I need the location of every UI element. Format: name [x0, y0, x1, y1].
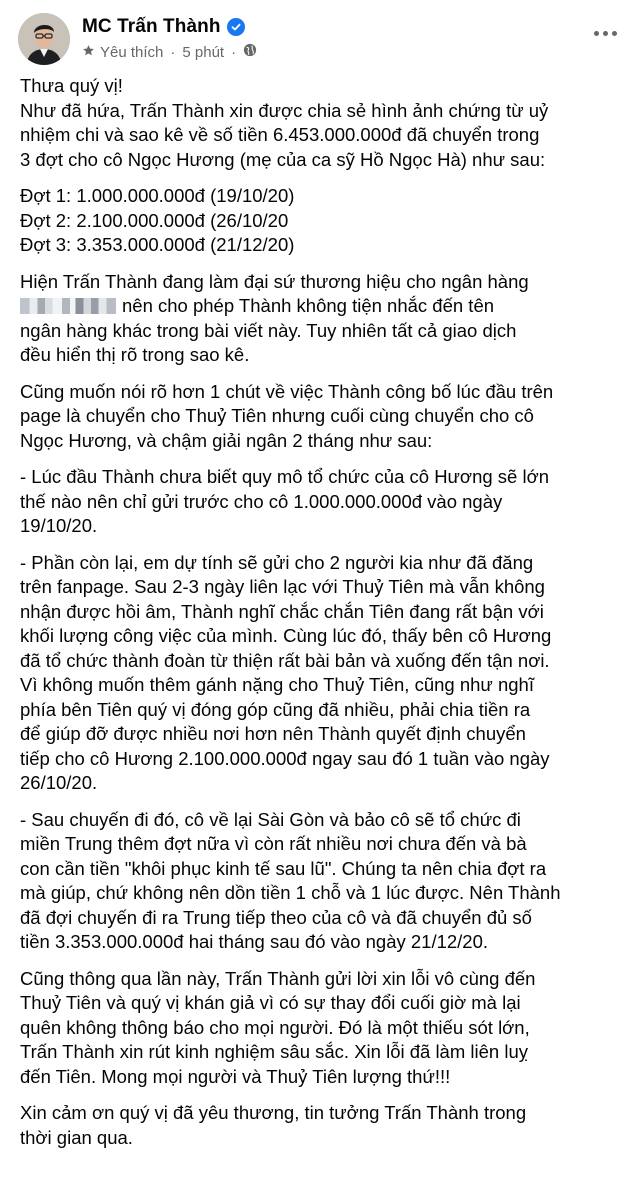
globe-icon[interactable]: [243, 43, 257, 61]
text-line: Hiện Trấn Thành đang làm đại sứ thương hiệu cho ngân hàng: [20, 270, 529, 292]
paragraph-intro: [20, 74, 632, 172]
text-line: [20, 294, 632, 319]
text-line: thời gian qua.: [20, 1126, 133, 1148]
text-line: Vì không muốn thêm gánh nặng cho Thuỷ Tiên, cũng như nghĩ: [20, 674, 534, 695]
text-line: nhiệm chi và sao kê về số tiền 6.453.000.000đ đã chuyển trong: [20, 124, 540, 145]
text-line: Đợt 3: 3.353.000.000đ (21/12/20): [20, 234, 295, 255]
text-line: Cũng thông qua lần này, Trấn Thành gửi lời xin lỗi vô cùng đến: [20, 967, 536, 989]
post-meta: [82, 43, 257, 61]
text-line: khối lượng công việc của mình. Cùng lúc đó, thấy bên cô Hương: [20, 625, 552, 646]
text-line: Đợt 1: 1.000.000.000đ (19/10/20): [20, 185, 295, 206]
text-line: trên fanpage. Sau 2-3 ngày liên lạc với Thuỷ Tiên mà vẫn không: [20, 576, 545, 597]
text-line: để giúp đỡ được nhiều nơi hơn nên Thành quyết định chuyển: [20, 723, 526, 744]
text-line: đến Tiên. Mong mọi người và Thuỷ Tiên lượng thứ!!!: [20, 1065, 451, 1087]
text-line: - Lúc đầu Thành chưa biết quy mô tổ chức của cô Hương sẽ lớn: [20, 466, 549, 487]
paragraph-apology: [20, 967, 632, 1090]
paragraph-clarify: [20, 380, 632, 454]
post-time[interactable]: 5 phút: [182, 43, 225, 61]
paragraph-first: [20, 465, 632, 539]
text-line: Cũng muốn nói rõ hơn 1 chút về việc Thành công bố lúc đầu trên: [20, 380, 554, 402]
text-line: ngân hàng khác trong bài viết này. Tuy nhiên tất cả giao dịch: [20, 319, 517, 341]
text-line: thế nào nên chỉ gửi trước cho cô 1.000.000.000đ vào ngày: [20, 490, 503, 512]
text-line: Đợt 2: 2.100.000.000đ (26/10/20: [20, 209, 289, 231]
text-line: quên không thông báo cho mọi người. Đó là một thiếu sót lớn,: [20, 1016, 530, 1038]
author-row: [82, 16, 245, 38]
paragraph-second: [20, 551, 632, 796]
text-line: Thưa quý vị!: [20, 75, 123, 96]
text-line: tiền 3.353.000.000đ hai tháng sau đó vào ngày 21/12/20.: [20, 931, 489, 952]
text-fragment: nên cho phép Thành không tiện nhắc đến tên: [122, 295, 495, 316]
avatar[interactable]: [18, 13, 70, 65]
text-line: đều hiển thị rõ trong sao kê.: [20, 344, 250, 365]
text-line: đã tổ chức thành đoàn từ thiện rất bài bản và xuống đến tận nơi.: [20, 649, 550, 671]
text-line: Ngọc Hương, và chậm giải ngân 2 tháng như sau:: [20, 429, 433, 451]
avatar-image: [18, 13, 70, 65]
censored-bank-name: [20, 298, 116, 314]
text-line: Xin cảm ơn quý vị đã yêu thương, tin tưởng Trấn Thành trong: [20, 1102, 527, 1123]
meta-separator: ·: [170, 43, 176, 61]
text-line: - Phần còn lại, em dự tính sẽ gửi cho 2 người kia như đã đăng: [20, 551, 534, 573]
text-line: tiếp cho cô Hương 2.100.000.000đ ngay sau đó 1 tuần vào ngày: [20, 747, 550, 769]
text-line: page là chuyển cho Thuỷ Tiên nhưng cuối cùng chuyển cho cô: [20, 405, 534, 426]
text-line: Thuỷ Tiên và quý vị khán giả vì có sự thay đổi cuối giờ mà lại: [20, 992, 521, 1013]
post-text: [20, 74, 632, 1162]
text-line: con cần tiền "khôi phục kinh tế sau lũ". Chúng ta nên chia đợt ra: [20, 857, 547, 879]
more-dots-icon[interactable]: [588, 22, 622, 44]
meta-separator-2: ·: [231, 43, 237, 61]
text-line: nhận được hồi âm, Thành nghĩ chắc chắn Tiên đang rất bận với: [20, 600, 544, 622]
text-line: mà giúp, chứ không nên dồn tiền 1 chỗ và 1 lúc được. Nên Thành: [20, 882, 561, 903]
post-header: [0, 0, 640, 70]
audience-label: Yêu thích: [100, 43, 164, 61]
paragraph-transfers: [20, 184, 632, 258]
text-line: đã đợi chuyến đi ra Trung tiếp theo của cô và đã chuyển đủ số: [20, 906, 532, 928]
paragraph-bank: [20, 270, 632, 368]
text-line: - Sau chuyến đi đó, cô về lại Sài Gòn và bảo cô sẽ tổ chức đi: [20, 808, 521, 830]
paragraph-third: [20, 808, 632, 955]
text-line: phía bên Tiên quý vị đóng góp cũng đã nhiều, phải chia tiền ra: [20, 698, 531, 720]
text-line: Như đã hứa, Trấn Thành xin được chia sẻ hình ảnh chứng từ uỷ: [20, 99, 549, 121]
author-name[interactable]: MC Trấn Thành: [82, 16, 221, 37]
star-icon: [82, 44, 95, 61]
paragraph-thanks: [20, 1101, 632, 1150]
text-line: 3 đợt cho cô Ngọc Hương (mẹ của ca sỹ Hồ Ngọc Hà) như sau:: [20, 148, 546, 170]
text-line: 26/10/20.: [20, 772, 98, 793]
verified-badge-icon: [227, 18, 245, 36]
text-line: miền Trung thêm đợt nữa vì còn rất nhiều nơi chưa đến và bà: [20, 833, 527, 854]
text-line: 19/10/20.: [20, 515, 98, 536]
text-line: Trấn Thành xin rút kinh nghiệm sâu sắc. Xin lỗi đã làm liên luỵ: [20, 1041, 528, 1062]
